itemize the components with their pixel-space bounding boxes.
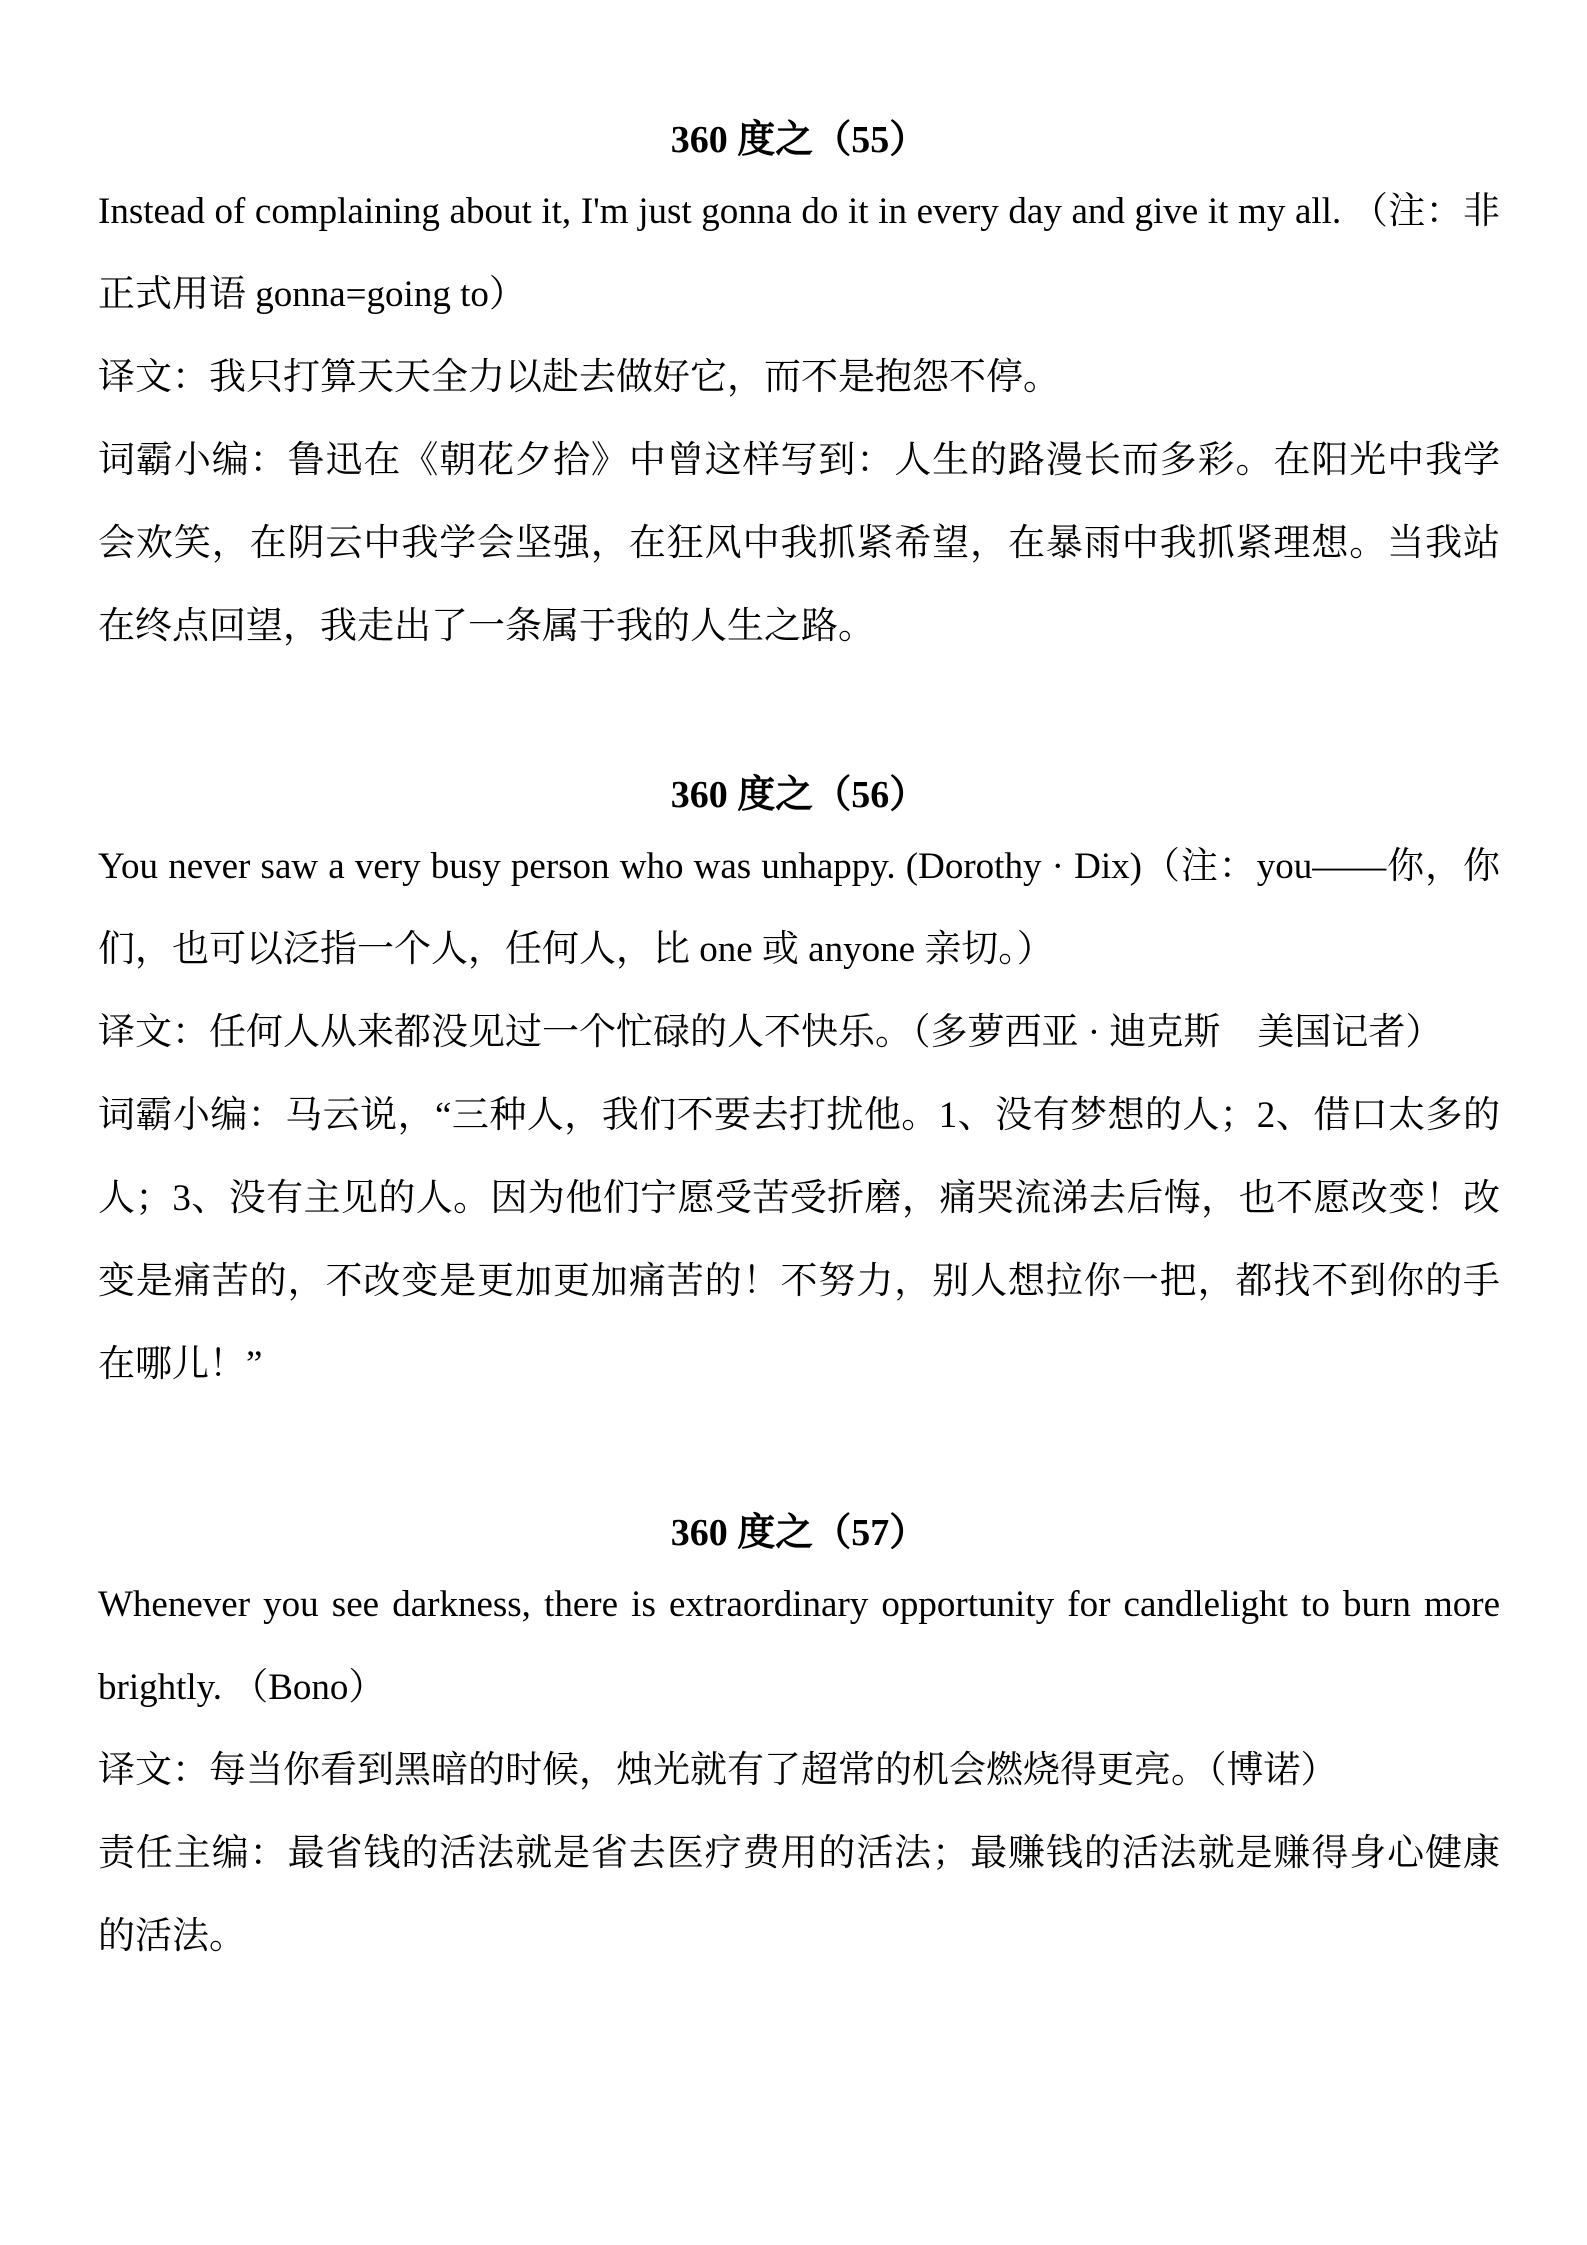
english-quote: Whenever you see darkness, there is extraordinary opportunity for candlelight to burn more brightly. （Bono） [98, 1584, 1500, 1708]
entry-title: 360 度之（55） [670, 119, 928, 161]
editor-note: 责任主编：最省钱的活法就是省去医疗费用的活法；最赚钱的活法就是赚得身心健康的活法。 [98, 1833, 1500, 1957]
entry-55 [98, 110, 1500, 668]
editor-note: 词霸小编：鲁迅在《朝花夕拾》中曾这样写到：人生的路漫长而多彩。在阳光中我学会欢笑，在阴云中我学会坚强，在狂风中我抓紧希望，在暴雨中我抓紧理想。当我站在终点回望，我走出了一条属于我的人生之路。 [98, 440, 1500, 647]
translation: 译文：我只打算天天全力以赴去做好它，而不是抱怨不停。 [98, 357, 1060, 398]
editor-note: 词霸小编：马云说，“三种人，我们不要去打扰他。1、没有梦想的人；2、借口太多的人；3、没有主见的人。因为他们宁愿受苦受折磨，痛哭流涕去后悔，也不愿改变！改变是痛苦的，不改变是更加更加痛苦的！不努力，别人想拉你一把，都找不到你的手在哪儿！” [98, 1095, 1500, 1385]
english-quote: Instead of complaining about it, I'm just gonna do it in every day and give it my all. （注：非正式用语 gonna=going to） [98, 191, 1500, 315]
translation: 译文：每当你看到黑暗的时候，烛光就有了超常的机会燃烧得更亮。（博诺） [98, 1750, 1338, 1791]
english-quote: You never saw a very busy person who was unhappy. (Dorothy · Dix)（注：you——你，你们，也可以泛指一个人，任何人，比 one 或 anyone 亲切。） [98, 846, 1500, 970]
entry-title: 360 度之（56） [670, 774, 928, 816]
document-page [98, 110, 1500, 2075]
entry-56 [98, 765, 1500, 1406]
entry-title: 360 度之（57） [670, 1512, 928, 1554]
translation: 译文：任何人从来都没见过一个忙碌的人不快乐。（多萝西亚 · 迪克斯 美国记者） [98, 1012, 1443, 1053]
entry-57 [98, 1503, 1500, 1978]
